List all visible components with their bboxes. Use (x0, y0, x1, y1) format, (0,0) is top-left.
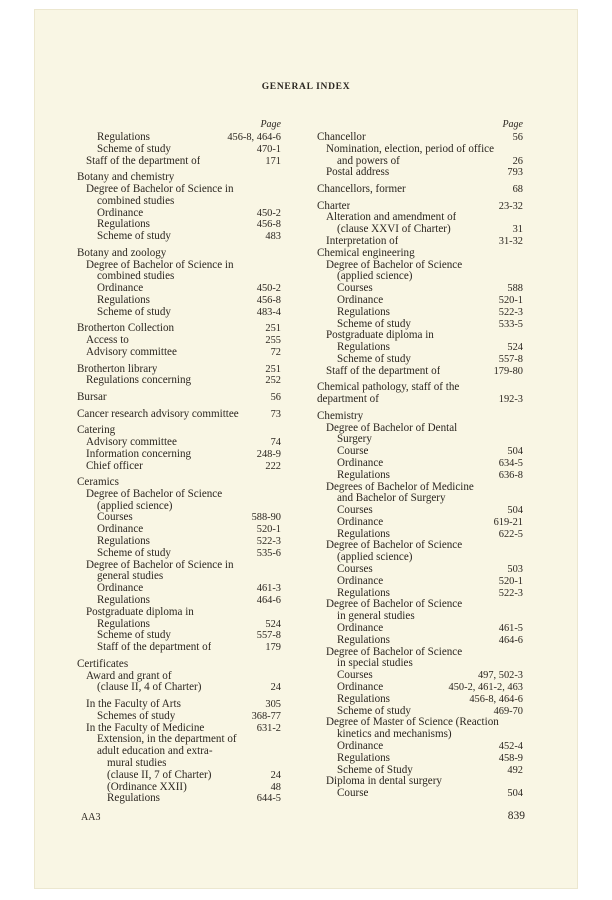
entry-page-ref: 461-3 (256, 583, 281, 595)
entry-text: Regulations (97, 618, 150, 630)
index-entry (317, 201, 523, 213)
entry-page-ref: 557-8 (256, 630, 281, 642)
entry-text: Regulations (337, 752, 390, 764)
index-entry (317, 623, 523, 635)
index-entry (317, 540, 523, 552)
index-entry (317, 529, 523, 541)
entry-text: Advisory committee (86, 346, 177, 358)
index-entry (77, 219, 281, 231)
entry-text: combined studies (97, 271, 175, 283)
entry-page-ref: 26 (512, 155, 523, 167)
index-entry (77, 723, 281, 735)
entry-text: Scheme of study (97, 547, 171, 559)
index-entry (77, 208, 281, 220)
entry-text: Chief officer (86, 460, 143, 472)
entry-text: mural studies (107, 758, 167, 770)
index-entry (77, 659, 281, 671)
index-entry (317, 156, 523, 168)
entry-text: Degree of Bachelor of Science (326, 646, 463, 658)
index-entry (77, 364, 281, 376)
entry-text: Botany and zoology (77, 247, 167, 259)
entry-text: Chancellors, former (317, 183, 406, 195)
entry-page-ref: 192-3 (498, 394, 523, 406)
entry-text: Cancer research advisory committee (77, 408, 239, 420)
index-entry (317, 717, 523, 729)
entry-text: Degree of Bachelor of Science in (86, 183, 234, 195)
entry-text: Chemical pathology, staff of the (317, 382, 460, 394)
entry-page-ref: 251 (265, 323, 281, 335)
index-entry (77, 323, 281, 335)
index-entry (77, 793, 281, 805)
index-entry (77, 489, 281, 501)
index-entry (317, 411, 523, 423)
index-entry (77, 699, 281, 711)
index-entry (77, 196, 281, 208)
entry-text: Scheme of study (97, 306, 171, 318)
entry-page-ref: 522-3 (498, 587, 523, 599)
entry-page-ref: 520-1 (498, 575, 523, 587)
index-entry (317, 342, 523, 354)
entry-text: Surgery (337, 434, 372, 446)
entry-text: Brotherton library (77, 363, 158, 375)
index-entry (317, 706, 523, 718)
entry-text: department of (317, 394, 379, 406)
entry-text: Ceramics (77, 477, 119, 489)
index-entry (77, 770, 281, 782)
index-entry (317, 248, 523, 260)
entry-text: Ordinance (337, 741, 384, 753)
index-entry (317, 236, 523, 248)
index-entry (317, 144, 523, 156)
index-entry (317, 330, 523, 342)
entry-text: kinetics and mechanisms) (337, 729, 452, 741)
entry-text: Regulations (337, 342, 390, 354)
entry-text: in special studies (337, 658, 413, 670)
entry-text: Ordinance (97, 524, 144, 536)
index-entry (317, 776, 523, 788)
index-entry (317, 260, 523, 272)
entry-page-ref: 456-8 (256, 219, 281, 231)
index-entry (317, 434, 523, 446)
entry-text: Ordinance (337, 623, 384, 635)
index-entry (317, 366, 523, 378)
entry-text: Postgraduate diploma in (86, 606, 194, 618)
index-entry (317, 517, 523, 529)
entry-text: Ordinance (337, 516, 384, 528)
entry-text: Certificates (77, 658, 129, 670)
entry-text: Courses (337, 564, 373, 576)
entry-page-ref: 524 (265, 618, 281, 630)
entry-text: Regulations (337, 693, 390, 705)
entry-text: Degree of Bachelor of Dental (326, 422, 458, 434)
index-entry (77, 571, 281, 583)
entry-text: Courses (337, 505, 373, 517)
entry-page-ref: 504 (507, 788, 523, 800)
index-entry (317, 611, 523, 623)
index-entry (77, 630, 281, 642)
index-entry (317, 224, 523, 236)
entry-text: Diploma in dental surgery (326, 776, 442, 788)
index-entry (317, 295, 523, 307)
page-header: GENERAL INDEX (261, 82, 351, 92)
index-entry (317, 670, 523, 682)
index-entry (317, 271, 523, 283)
entry-text: Botany and chemistry (77, 172, 175, 184)
index-entry (77, 156, 281, 168)
entry-text: Bursar (77, 391, 107, 403)
entry-text: Courses (337, 670, 373, 682)
entry-page-ref: 450-2 (256, 207, 281, 219)
index-entry (317, 682, 523, 694)
entry-page-ref: 450-2 (256, 283, 281, 295)
entry-text: general studies (97, 571, 164, 583)
entry-page-ref: 48 (270, 781, 281, 793)
index-entry (317, 493, 523, 505)
entry-text: Ordinance (97, 283, 144, 295)
index-entry (317, 354, 523, 366)
entry-text: (applied science) (337, 271, 413, 283)
entry-text: Regulations (337, 306, 390, 318)
entry-page-ref: 68 (512, 183, 523, 195)
entry-page-ref: 456-8, 464-6 (469, 693, 523, 705)
entry-text: Regulations (97, 595, 150, 607)
page-number: 839 (507, 810, 525, 822)
index-entry (317, 167, 523, 179)
index-entry (77, 409, 281, 421)
entry-text: Regulations (97, 294, 150, 306)
index-entry (77, 782, 281, 794)
entry-page-ref: 588-90 (251, 512, 281, 524)
index-entry (317, 505, 523, 517)
index-entry (77, 347, 281, 359)
index-entry (77, 132, 281, 144)
index-column-left (77, 118, 281, 805)
entry-text: Ordinance (337, 457, 384, 469)
entry-text: Nomination, election, period of office (326, 143, 494, 155)
entry-page-ref: 31 (512, 224, 523, 236)
entry-text: Degree of Bachelor of Science (326, 599, 463, 611)
entry-page-ref: 56 (512, 132, 523, 143)
index-entry (317, 788, 523, 800)
index-entry (77, 271, 281, 283)
entry-text: Chemistry (317, 410, 364, 422)
index-entry (77, 501, 281, 513)
entry-page-ref: 72 (270, 346, 281, 358)
entry-page-ref: 619-21 (493, 516, 523, 528)
entry-text: Regulations (97, 219, 150, 231)
index-entry (77, 184, 281, 196)
index-entry (317, 635, 523, 647)
entry-text: Degree of Bachelor of Science in (86, 559, 234, 571)
index-entry (77, 335, 281, 347)
index-entry (317, 394, 523, 406)
entry-page-ref: 483 (265, 231, 281, 243)
entry-text: Degree of Bachelor of Science in (86, 259, 234, 271)
entry-text: Degree of Bachelor of Science (326, 259, 463, 271)
index-entry (317, 132, 523, 144)
entry-page-ref: 74 (270, 436, 281, 448)
index-entry (77, 375, 281, 387)
entry-page-ref: 56 (270, 391, 281, 403)
entry-text: In the Faculty of Arts (86, 699, 181, 711)
entry-page-ref: 644-5 (256, 793, 281, 805)
index-entry (317, 729, 523, 741)
index-entry (77, 248, 281, 260)
entry-page-ref: 305 (265, 699, 281, 711)
entry-text: Chemical engineering (317, 247, 415, 259)
index-entry (77, 144, 281, 156)
entry-text: Access to (86, 335, 129, 347)
right-entries (317, 132, 523, 800)
entry-page-ref: 469-70 (493, 705, 523, 717)
index-entry (317, 319, 523, 331)
entry-text: and powers of (337, 155, 400, 167)
index-entry (317, 552, 523, 564)
index-entry (77, 619, 281, 631)
entry-page-ref: 464-6 (498, 634, 523, 646)
entry-text: Ordinance (337, 575, 384, 587)
entry-page-ref: 179 (265, 642, 281, 654)
entry-text: Chancellor (317, 132, 366, 143)
entry-page-ref: 368-77 (251, 710, 281, 722)
index-entry (317, 576, 523, 588)
entry-page-ref: 458-9 (498, 752, 523, 764)
signature-mark: AA3 (81, 812, 101, 823)
index-entry (317, 599, 523, 611)
entry-text: Award and grant of (86, 670, 172, 682)
entry-text: Scheme of study (97, 630, 171, 642)
entry-page-ref: 492 (507, 764, 523, 776)
index-entry (77, 295, 281, 307)
index-entry (77, 283, 281, 295)
entry-text: Regulations (107, 793, 160, 805)
entry-text: Regulations (337, 587, 390, 599)
entry-text: (clause II, 7 of Charter) (107, 769, 212, 781)
entry-page-ref: 588 (507, 283, 523, 295)
entry-page-ref: 461-5 (498, 623, 523, 635)
entry-page-ref: 533-5 (498, 318, 523, 330)
index-entry (77, 477, 281, 489)
index-entry (77, 260, 281, 272)
entry-text: In the Faculty of Medicine (86, 722, 205, 734)
entry-page-ref: 524 (507, 342, 523, 354)
index-entry (77, 172, 281, 184)
entry-page-ref: 73 (270, 408, 281, 420)
page-column-label: Page (502, 119, 523, 130)
index-entry (77, 671, 281, 683)
entry-page-ref: 456-8 (256, 294, 281, 306)
index-entry (317, 647, 523, 659)
index-entry (77, 307, 281, 319)
entry-text: Brotherton Collection (77, 323, 175, 335)
entry-text: Catering (77, 425, 116, 437)
entry-text: Courses (97, 512, 133, 524)
page-column-label: Page (260, 119, 281, 130)
entry-page-ref: 452-4 (498, 741, 523, 753)
entry-text: Regulations (97, 132, 150, 143)
entry-page-ref: 222 (265, 460, 281, 472)
entry-page-ref: 520-1 (498, 294, 523, 306)
entry-text: Courses (337, 283, 373, 295)
entry-text: Degree of Bachelor of Science (326, 540, 463, 552)
entry-text: Interpretation of (326, 235, 399, 247)
index-entry (317, 753, 523, 765)
index-entry (77, 607, 281, 619)
entry-page-ref: 522-3 (256, 536, 281, 548)
entry-text: Regulations (337, 469, 390, 481)
entry-text: in general studies (337, 611, 415, 623)
entry-text: Course (337, 446, 369, 458)
index-entry (77, 536, 281, 548)
index-entry (317, 470, 523, 482)
index-entry (77, 512, 281, 524)
entry-text: and Bachelor of Surgery (337, 493, 446, 505)
entry-page-ref: 631-2 (256, 722, 281, 734)
entry-text: Schemes of study (97, 710, 176, 722)
entry-page-ref: 31-32 (498, 235, 523, 247)
index-entry (317, 382, 523, 394)
entry-page-ref: 179-80 (493, 365, 523, 377)
entry-text: Staff of the department of (326, 365, 441, 377)
entry-page-ref: 634-5 (498, 457, 523, 469)
entry-page-ref: 497, 502-3 (477, 670, 523, 682)
index-entry (317, 765, 523, 777)
entry-page-ref: 171 (265, 155, 281, 167)
entry-text: (clause XXVI of Charter) (337, 224, 451, 236)
entry-text: Degree of Bachelor of Science (86, 488, 223, 500)
index-entry (77, 711, 281, 723)
index-entry (317, 184, 523, 196)
entry-text: Advisory committee (86, 436, 177, 448)
entry-text: combined studies (97, 195, 175, 207)
entry-page-ref: 793 (507, 167, 523, 179)
entry-text: Regulations concerning (86, 375, 192, 387)
entry-page-ref: 483-4 (256, 306, 281, 318)
entry-page-ref: 24 (270, 769, 281, 781)
index-entry (77, 746, 281, 758)
entry-page-ref: 557-8 (498, 353, 523, 365)
entry-text: (applied science) (97, 500, 173, 512)
entry-text: Ordinance (337, 682, 384, 694)
entry-text: Information concerning (86, 448, 192, 460)
index-entry (77, 583, 281, 595)
index-entry (317, 564, 523, 576)
entry-text: Charter (317, 200, 351, 212)
index-entry (77, 758, 281, 770)
entry-page-ref: 450-2, 461-2, 463 (448, 682, 523, 694)
entry-text: Regulations (337, 528, 390, 540)
index-entry (77, 734, 281, 746)
entry-page-ref: 636-8 (498, 469, 523, 481)
index-entry (317, 658, 523, 670)
entry-text: Course (337, 788, 369, 800)
entry-page-ref: 622-5 (498, 528, 523, 540)
index-entry (77, 449, 281, 461)
entry-page-ref: 504 (507, 505, 523, 517)
entry-page-ref: 504 (507, 446, 523, 458)
entry-text: Scheme of study (337, 705, 411, 717)
index-entry (317, 307, 523, 319)
entry-page-ref: 535-6 (256, 547, 281, 559)
index-entry (317, 482, 523, 494)
index-entry (317, 458, 523, 470)
index-entry (317, 423, 523, 435)
entry-text: Postgraduate diploma in (326, 330, 434, 342)
entry-page-ref: 522-3 (498, 306, 523, 318)
entry-text: adult education and extra- (97, 746, 213, 758)
entry-text: Scheme of study (337, 353, 411, 365)
entry-page-ref: 456-8, 464-6 (227, 132, 281, 143)
entry-text: Alteration and amendment of (326, 212, 457, 224)
entry-text: Scheme of study (97, 231, 171, 243)
entry-text: Regulations (337, 634, 390, 646)
index-entry (77, 461, 281, 473)
index-entry (77, 642, 281, 654)
index-page (35, 10, 577, 888)
index-entry (77, 425, 281, 437)
entry-text: Extension, in the department of (97, 734, 237, 746)
index-entry (317, 212, 523, 224)
entry-page-ref: 503 (507, 564, 523, 576)
entry-text: Staff of the department of (86, 155, 201, 167)
entry-page-ref: 464-6 (256, 595, 281, 607)
entry-page-ref: 520-1 (256, 524, 281, 536)
index-entry (317, 446, 523, 458)
entry-page-ref: 251 (265, 363, 281, 375)
entry-page-ref: 470-1 (256, 143, 281, 155)
entry-text: Scheme of study (97, 143, 171, 155)
entry-text: Ordinance (97, 207, 144, 219)
index-entry (77, 392, 281, 404)
index-entry (77, 560, 281, 572)
entry-text: Scheme of study (337, 318, 411, 330)
entry-text: Regulations (97, 536, 150, 548)
index-entry (317, 741, 523, 753)
entry-text: Ordinance (337, 294, 384, 306)
entry-page-ref: 252 (265, 375, 281, 387)
index-entry (317, 283, 523, 295)
entry-text: Postal address (326, 167, 390, 179)
entry-text: Staff of the department of (97, 642, 212, 654)
entry-text: (Ordinance XXII) (107, 781, 187, 793)
index-entry (77, 595, 281, 607)
entry-page-ref: 248-9 (256, 448, 281, 460)
index-entry (317, 588, 523, 600)
entry-page-ref: 255 (265, 335, 281, 347)
index-entry (77, 548, 281, 560)
index-entry (77, 231, 281, 243)
entry-page-ref: 23-32 (498, 200, 523, 212)
index-entry (77, 437, 281, 449)
entry-text: (clause II, 4 of Charter) (97, 682, 202, 694)
entry-text: (applied science) (337, 552, 413, 564)
index-entry (77, 524, 281, 536)
index-column-right (317, 118, 523, 800)
index-entry (77, 682, 281, 694)
left-entries (77, 132, 281, 805)
index-entry (317, 694, 523, 706)
entry-text: Degree of Master of Science (Reaction (326, 717, 499, 729)
entry-text: Scheme of Study (337, 764, 413, 776)
entry-text: Ordinance (97, 583, 144, 595)
entry-page-ref: 24 (270, 682, 281, 694)
entry-text: Degrees of Bachelor of Medicine (326, 481, 474, 493)
